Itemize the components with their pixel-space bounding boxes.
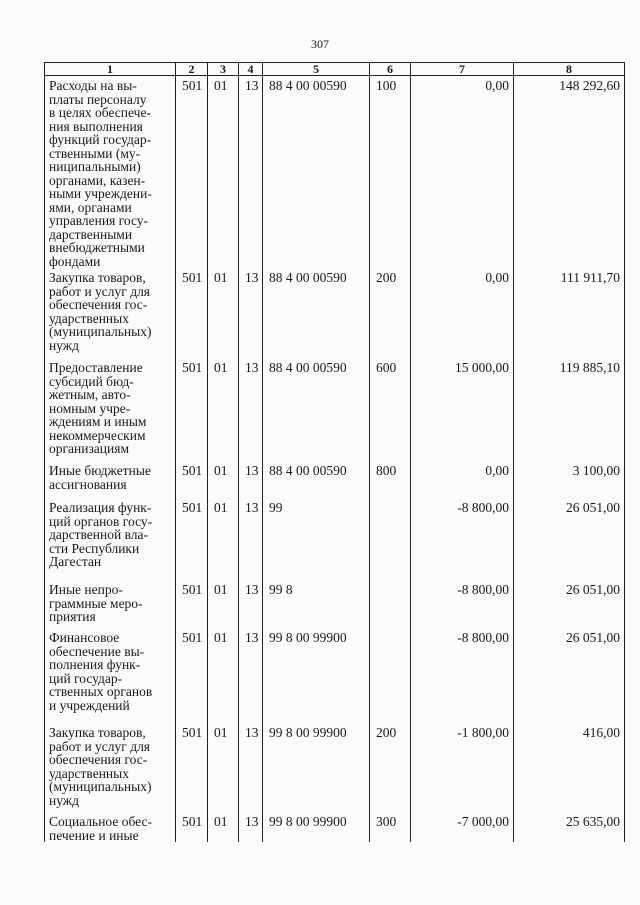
row-amount-change: 0,00 [411,76,514,269]
table-row [45,723,625,812]
table-row [45,76,625,269]
row-name-text: Реализация функ- ций органов госу- дарственной вла- сти Республики Дагестан [49,500,153,569]
row-name-text: Закупка товаров, работ и услуг для обеспечения гос- ударственных (муниципальных) нужд [49,270,152,353]
row-amount-total: 3 100,00 [514,461,625,498]
row-expense-type: 800 [370,461,411,498]
row-target-article: 88 4 00 00590 [263,461,370,498]
col-header-4: 4 [239,63,263,76]
col-header-1: 1 [45,63,176,76]
table-row [45,812,625,842]
table-row [45,461,625,498]
row-name [45,76,176,269]
row-amount-change: 0,00 [411,461,514,498]
row-ministry-code: 501 [176,268,208,358]
row-subsection-code: 13 [239,580,263,628]
row-subsection-code: 13 [239,498,263,580]
row-expense-type: 200 [370,723,411,812]
row-ministry-code: 501 [176,461,208,498]
row-name [45,358,176,461]
row-name-text: Иные бюджетные ассигнования [49,463,151,492]
row-name-text: Расходы на вы- платы персоналу в целях обеспече- ния выполнения функций государ- ственными (му- ниципальными) органами, казен- ными учреждени- ями, органами управления госу- дарственными внебюджетными фондами [49,78,152,269]
budget-table [44,62,625,842]
table-row [45,498,625,580]
row-name-text: Предоставление субсидий бюд- жетным, авто- номным учре- ждениям и иным некоммерческим организациям [49,360,147,456]
row-ministry-code: 501 [176,723,208,812]
col-header-7: 7 [411,63,514,76]
row-amount-total: 26 051,00 [514,580,625,628]
row-section-code: 01 [208,268,239,358]
row-amount-change: -8 800,00 [411,498,514,580]
row-amount-change: -8 800,00 [411,628,514,723]
col-header-5: 5 [263,63,370,76]
row-ministry-code: 501 [176,580,208,628]
table-row [45,358,625,461]
table-row [45,580,625,628]
row-target-article: 99 8 00 99900 [263,812,370,842]
table-row [45,268,625,358]
row-amount-total: 148 292,60 [514,76,625,269]
col-header-2: 2 [176,63,208,76]
row-expense-type: 300 [370,812,411,842]
row-subsection-code: 13 [239,723,263,812]
table-row [45,628,625,723]
row-name [45,812,176,842]
row-expense-type [370,628,411,723]
row-amount-total: 416,00 [514,723,625,812]
row-amount-change: -8 800,00 [411,580,514,628]
row-name [45,723,176,812]
row-amount-change: -7 000,00 [411,812,514,842]
row-subsection-code: 13 [239,628,263,723]
row-ministry-code: 501 [176,358,208,461]
col-header-3: 3 [208,63,239,76]
col-header-8: 8 [514,63,625,76]
row-amount-change: 15 000,00 [411,358,514,461]
row-name-text: Финансовое обеспечение вы- полнения функ- ций государ- ственных органов и учреждений [49,630,153,713]
row-name-text: Социальное обес- печение и иные [49,814,152,843]
row-amount-total: 111 911,70 [514,268,625,358]
row-section-code: 01 [208,628,239,723]
row-section-code: 01 [208,812,239,842]
row-target-article: 99 8 00 99900 [263,723,370,812]
row-subsection-code: 13 [239,812,263,842]
row-subsection-code: 13 [239,268,263,358]
row-section-code: 01 [208,723,239,812]
row-subsection-code: 13 [239,358,263,461]
page-number: 307 [311,37,329,51]
row-section-code: 01 [208,461,239,498]
row-section-code: 01 [208,580,239,628]
row-section-code: 01 [208,358,239,461]
row-amount-total: 119 885,10 [514,358,625,461]
row-target-article: 99 8 00 99900 [263,628,370,723]
row-amount-total: 25 635,00 [514,812,625,842]
row-ministry-code: 501 [176,498,208,580]
row-target-article: 88 4 00 00590 [263,358,370,461]
row-subsection-code: 13 [239,76,263,269]
row-ministry-code: 501 [176,812,208,842]
row-name [45,268,176,358]
row-amount-total: 26 051,00 [514,628,625,723]
row-target-article: 88 4 00 00590 [263,268,370,358]
row-expense-type: 200 [370,268,411,358]
row-name [45,461,176,498]
row-amount-change: 0,00 [411,268,514,358]
row-ministry-code: 501 [176,76,208,269]
row-target-article: 99 [263,498,370,580]
row-expense-type: 600 [370,358,411,461]
row-amount-change: -1 800,00 [411,723,514,812]
row-expense-type: 100 [370,76,411,269]
row-subsection-code: 13 [239,461,263,498]
row-expense-type [370,580,411,628]
row-target-article: 99 8 [263,580,370,628]
row-name [45,580,176,628]
row-ministry-code: 501 [176,628,208,723]
header-row [45,63,625,76]
row-name [45,498,176,580]
row-name-text: Иные непро- граммные меро- приятия [49,582,143,624]
row-name [45,628,176,723]
row-amount-total: 26 051,00 [514,498,625,580]
row-section-code: 01 [208,498,239,580]
row-section-code: 01 [208,76,239,269]
col-header-6: 6 [370,63,411,76]
row-expense-type [370,498,411,580]
row-target-article: 88 4 00 00590 [263,76,370,269]
row-name-text: Закупка товаров, работ и услуг для обеспечения гос- ударственных (муниципальных) нужд [49,725,152,808]
